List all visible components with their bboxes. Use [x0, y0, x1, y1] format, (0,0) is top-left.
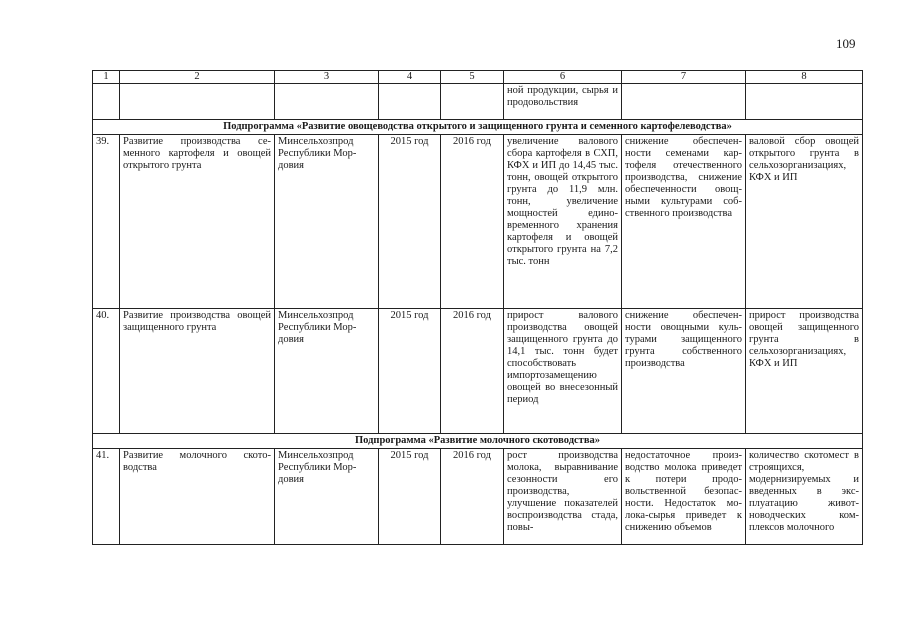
program-table [92, 70, 863, 545]
section-row [93, 434, 863, 449]
measure-name: Развитие производства овощей защищенного грунта [120, 309, 275, 434]
measure-name: Развитие молочного скотоводства [120, 449, 275, 545]
table-row [93, 135, 863, 309]
header-row [93, 71, 863, 84]
risk-consequence: недостаточное производство молока приведет к потери продовольственной безопасности. Недостаток молока-сырья приведет к снижению объемов [622, 449, 746, 545]
table-cell [441, 84, 504, 120]
table-cell [379, 84, 441, 120]
table-cell [93, 84, 120, 120]
section-title: Подпрограмма «Развитие овощеводства открытого и защищенного грунта и семенного картофелеводства» [93, 120, 863, 135]
table-cell [746, 84, 863, 120]
section-title: Подпрограмма «Развитие молочного скотоводства» [93, 434, 863, 449]
header-cell: 2 [120, 71, 275, 84]
end-year: 2016 год [441, 309, 504, 434]
risk-consequence: снижение обеспеченности семенами картофеля отечественного производства, снижение обеспеченности овощными культурами собственного производства [622, 135, 746, 309]
header-cell: 6 [504, 71, 622, 84]
table-row [93, 449, 863, 545]
header-cell: 7 [622, 71, 746, 84]
table-row [93, 309, 863, 434]
measure-name: Развитие производства семенного картофеля и овощей открытого грунта [120, 135, 275, 309]
table-cell [275, 84, 379, 120]
expected-result: прирост валового производства овощей защищенного грунта до 14,1 тыс. тонн будет способствовать импортозамещению овощей во внесезонный период [504, 309, 622, 434]
responsible-org: Минсельхозпрод Республики Мордовия [275, 309, 379, 434]
row-number: 39. [93, 135, 120, 309]
end-year: 2016 год [441, 449, 504, 545]
responsible-org: Минсельхозпрод Республики Мордовия [275, 449, 379, 545]
expected-result: увеличение валового сбора картофеля в СХП, КФХ и ИП до 14,45 тыс. тонн, овощей открытого грунта до 11,9 млн. тонн, увеличение мощностей единовременного хранения картофеля и овощей открытого грунта на 7,2 тыс. тонн [504, 135, 622, 309]
effect-cell: ной продукции, сырья и продовольствия [504, 84, 622, 120]
header-cell: 4 [379, 71, 441, 84]
responsible-org: Минсельхозпрод Республики Мордовия [275, 135, 379, 309]
expected-result: рост производства молока, выравнивание сезонности его производства, улучшение показателей воспроизводства стада, повы- [504, 449, 622, 545]
header-cell: 1 [93, 71, 120, 84]
start-year: 2015 год [379, 135, 441, 309]
risk-consequence: снижение обеспеченности овощными культурами защищенного грунта собственного производства [622, 309, 746, 434]
target-indicator: валовой сбор овощей открытого грунта в сельхозорганизациях, КФХ и ИП [746, 135, 863, 309]
target-indicator: прирост производства овощей защищенного грунта в сельхозорганизациях, КФХ и ИП [746, 309, 863, 434]
header-cell: 5 [441, 71, 504, 84]
section-row [93, 120, 863, 135]
continuation-row [93, 84, 863, 120]
start-year: 2015 год [379, 449, 441, 545]
header-cell: 8 [746, 71, 863, 84]
row-number: 40. [93, 309, 120, 434]
target-indicator: количество скотомест в строящихся, модернизируемых и введенных в эксплуатацию животноводческих комплексов молочного [746, 449, 863, 545]
end-year: 2016 год [441, 135, 504, 309]
page-number: 109 [836, 36, 856, 51]
table-cell [120, 84, 275, 120]
header-cell: 3 [275, 71, 379, 84]
start-year: 2015 год [379, 309, 441, 434]
row-number: 41. [93, 449, 120, 545]
table-cell [622, 84, 746, 120]
